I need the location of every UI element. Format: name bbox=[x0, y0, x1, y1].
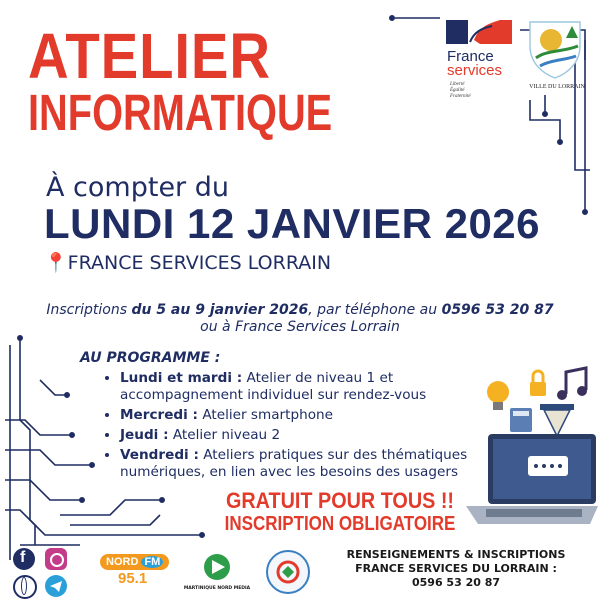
instagram-icon[interactable] bbox=[45, 548, 67, 570]
france-services-motto: Liberté Égalité Fraternité bbox=[450, 82, 471, 99]
contact-info: RENSEIGNEMENTS & INSCRIPTIONS FRANCE SERVICES DU LORRAIN : 0596 53 20 87 bbox=[336, 548, 576, 590]
ville-crest-icon bbox=[526, 16, 588, 82]
registration-required: INSCRIPTION OBLIGATOIRE bbox=[224, 513, 456, 535]
marianne-flag-icon bbox=[440, 18, 518, 48]
list-item: • Mercredi : Atelier smartphone bbox=[120, 407, 480, 424]
laptop-illustration bbox=[458, 360, 598, 545]
globe-icon[interactable] bbox=[13, 575, 37, 599]
event-location bbox=[44, 251, 331, 275]
event-date: LUNDI 12 JANVIER 2026 bbox=[44, 200, 541, 247]
list-item: • Jeudi : Atelier niveau 2 bbox=[120, 427, 480, 444]
music-note-icon bbox=[557, 368, 587, 400]
calculator-icon bbox=[510, 408, 532, 432]
ville-du-lorrain-logo bbox=[526, 16, 588, 82]
contact-phone: 0596 53 20 87 bbox=[411, 576, 501, 589]
free-callout: GRATUIT POUR TOUS !! bbox=[225, 488, 455, 513]
programme-title: AU PROGRAMME : bbox=[80, 350, 221, 366]
lightbulb-icon bbox=[487, 381, 509, 410]
inscriptions-phone: 0596 53 20 87 bbox=[441, 302, 554, 318]
title-line-2: INFORMATIQUE bbox=[28, 84, 333, 141]
facebook-icon[interactable]: f bbox=[13, 548, 35, 570]
nord-fm-logo: NORD FM 95.1 bbox=[100, 550, 170, 596]
seal-icon bbox=[268, 552, 308, 592]
partner-seal-logo bbox=[266, 550, 310, 594]
title-line-1: ATELIER bbox=[28, 20, 271, 92]
list-item: • Lundi et mardi : Atelier de niveau 1 et accompagnement individuel sur rendez-vous bbox=[120, 370, 480, 404]
inscriptions-info: Inscriptions du 5 au 9 janvier 2026, par téléphone au 0596 53 20 87 ou à France Services Lorrain bbox=[46, 302, 554, 335]
martinique-nord-media-logo: MARTINIQUE NORD MEDIA bbox=[182, 552, 252, 594]
lock-icon bbox=[530, 371, 546, 396]
location-text: FRANCE SERVICES LORRAIN bbox=[67, 252, 332, 274]
france-services-name: France services bbox=[447, 48, 503, 79]
telegram-icon[interactable] bbox=[45, 575, 67, 597]
media-play-icon bbox=[200, 552, 234, 582]
intro-text: À compter du bbox=[46, 172, 229, 203]
location-pin-icon: 📍 bbox=[44, 252, 68, 274]
list-item: • Vendredi : Ateliers pratiques sur des thématiques numériques, en lien avec les besoins des usagers bbox=[120, 447, 480, 481]
ville-name: VILLE DU LORRAIN bbox=[529, 84, 585, 90]
programme-list bbox=[102, 370, 480, 484]
